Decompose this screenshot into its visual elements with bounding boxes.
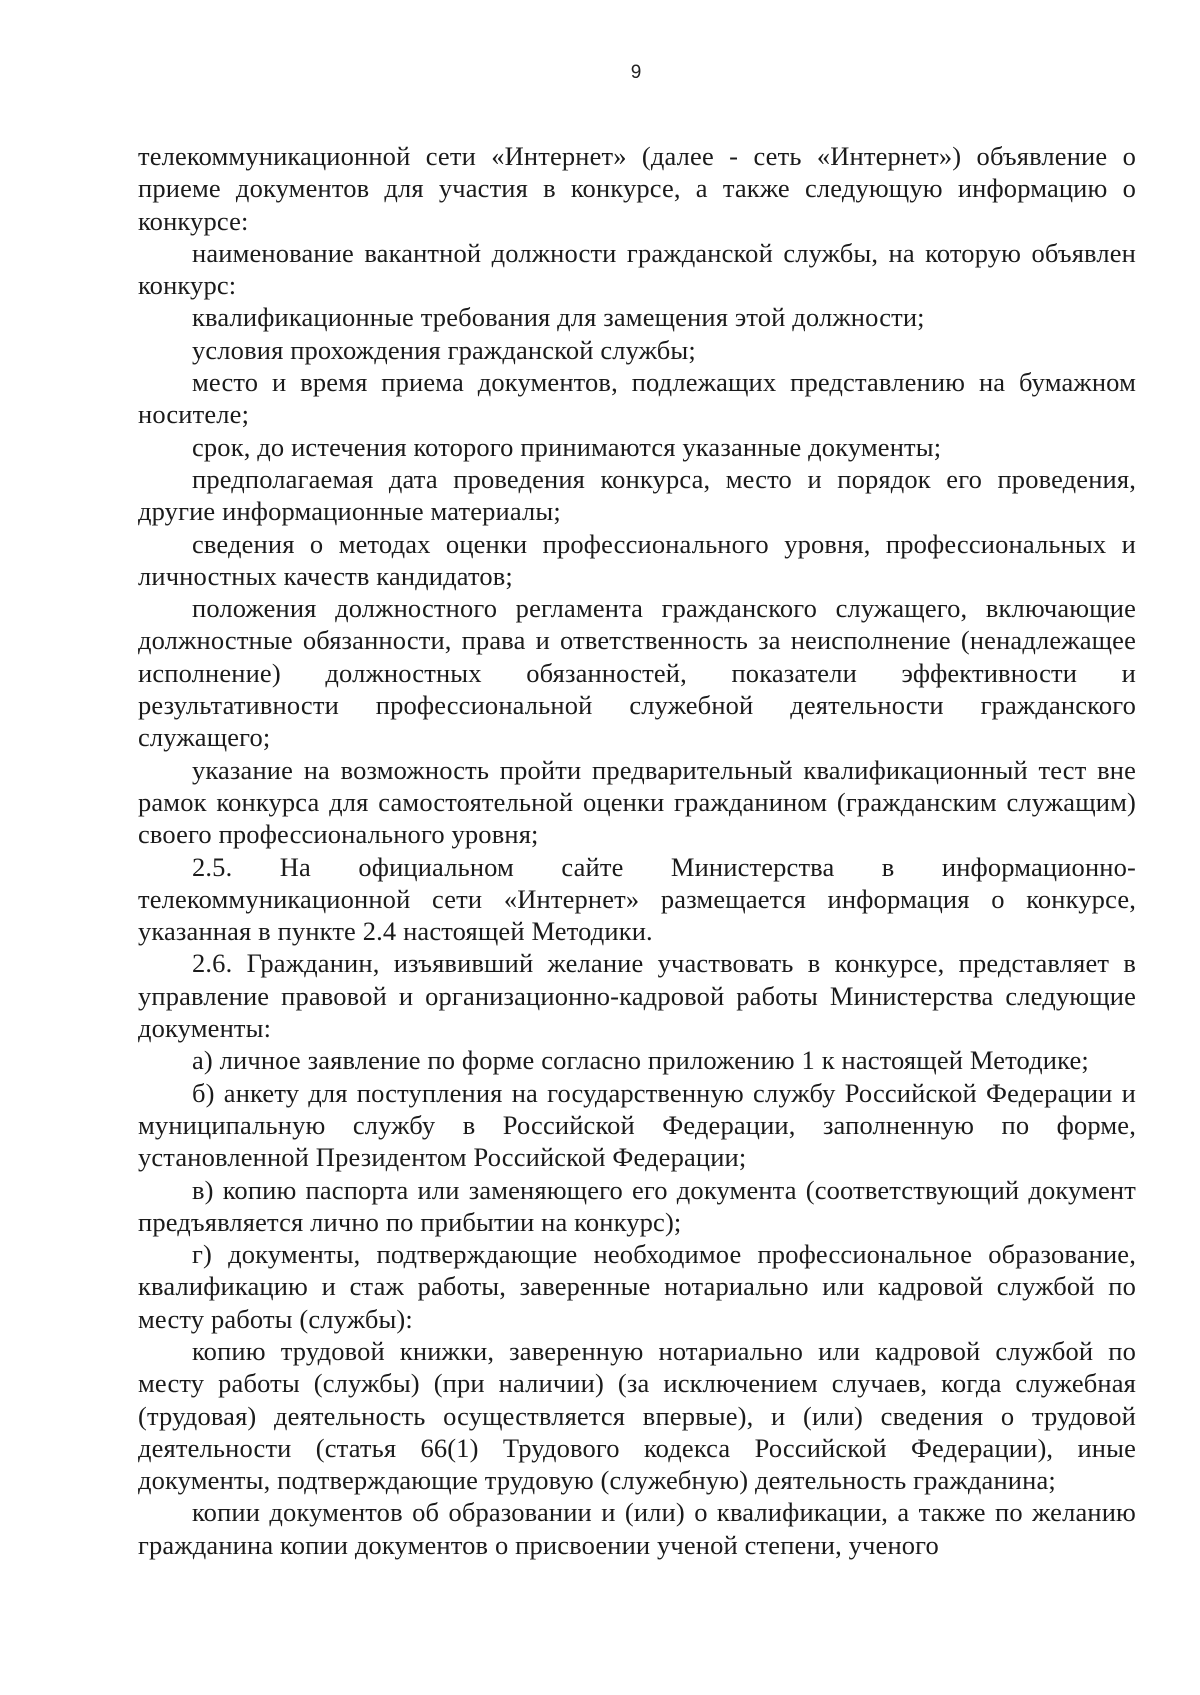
paragraph-assessment-methods: сведения о методах оценки профессионального уровня, профессиональных и личностных качеств кандидатов; [138,528,1136,591]
paragraph-preliminary-test: указание на возможность пройти предварительный квалификационный тест вне рамок конкурса для самостоятельной оценки гражданином (гражданским служащим) своего профессионального уровня; [138,754,1136,850]
paragraph-clause-2-6: 2.6. Гражданин, изъявивший желание участвовать в конкурсе, представляет в управление правовой и организационно-кадровой работы Министерства следующие документы: [138,948,1136,1044]
paragraph-job-regulations: положения должностного регламента гражданского служащего, включающие должностные обязанности, права и ответственность за неисполнение (ненадлежащее исполнение) должностных обязанностей, показатели эффективности и результативности профессиональной служебной деятельности гражданского служащего; [138,593,1136,753]
paragraph-service-conditions: условия прохождения гражданской службы; [192,334,696,365]
paragraph-vacancy-name: наименование вакантной должности гражданской службы, на которую объявлен конкурс: [138,237,1136,301]
paragraph-item-v: в) копию паспорта или заменяющего его документа (соответствующий документ предъявляется лично по прибытии на конкурс); [138,1174,1136,1237]
paragraph-deadline: срок, до истечения которого принимаются указанные документы; [192,431,942,462]
paragraph-employment-record: копию трудовой книжки, заверенную нотариально или кадровой службой по месту работы (службы) (при наличии) (за исключением случаев, когда служебная (трудовая) деятельность осуществляется впервые), и (или) сведения о трудовой деятельности (статья 66(1) Трудового кодекса Российской Федерации), иные документы, подтверждающие трудовую (служебную) деятельность гражданина; [138,1335,1136,1496]
paragraph-item-a: а) личное заявление по форме согласно приложению 1 к настоящей Методике; [192,1045,1089,1076]
paragraph-continuation: телекоммуникационной сети «Интернет» (далее - сеть «Интернет») объявление о приеме документов для участия в конкурсе, а также следующую информацию о конкурсе: [138,141,1136,236]
document-body [138,140,1136,1561]
page-number: 9 [630,62,642,83]
paragraph-qualification-requirements: квалификационные требования для замещения этой должности; [192,302,925,333]
paragraph-document-intake: место и время приема документов, подлежащих представлению на бумажном носителе; [138,367,1136,430]
paragraph-clause-2-5: 2.5. На официальном сайте Министерства в информационно-телекоммуникационной сети «Интернет» размещается информация о конкурсе, указанная в пункте 2.4 настоящей Методики. [138,851,1136,947]
paragraph-item-g: г) документы, подтверждающие необходимое профессиональное образование, квалификацию и стаж работы, заверенные нотариально или кадровой службой по месту работы (службы): [138,1239,1136,1334]
paragraph-contest-date: предполагаемая дата проведения конкурса, место и порядок его проведения, другие информационные материалы; [138,463,1136,527]
paragraph-education-documents: копии документов об образовании и (или) о квалификации, а также по желанию гражданина копии документов о присвоении ученой степени, ученого [138,1497,1136,1560]
paragraph-item-b: б) анкету для поступления на государственную службу Российской Федерации и муниципальную службу в Российской Федерации, заполненную по форме, установленной Президентом Российской Федерации; [138,1077,1136,1173]
